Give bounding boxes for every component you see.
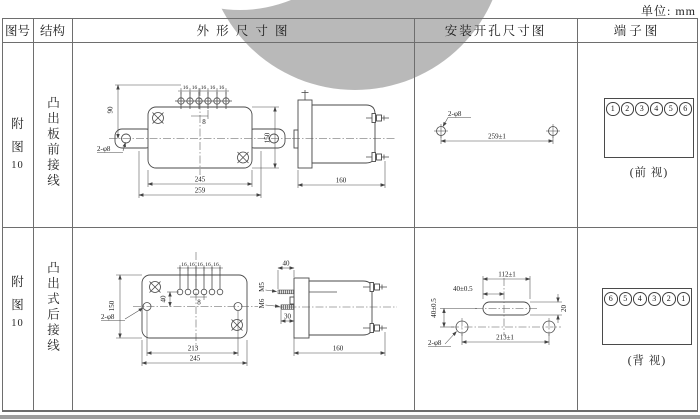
dim-label: 150 <box>108 300 116 312</box>
dim-label: M6 <box>258 298 266 309</box>
dim-label: 2-φ8 <box>428 339 442 347</box>
terminal-number: 6 <box>604 292 618 306</box>
figure-number-row2 <box>2 250 33 350</box>
outline-drawing-rear-wiring <box>95 240 425 375</box>
dim-label: 40±0.5 <box>430 298 438 318</box>
scan-watermark-circle <box>205 0 505 90</box>
terminal-numbers <box>605 99 693 116</box>
terminal-number: 1 <box>677 292 691 306</box>
figure-char: 附 <box>11 117 24 131</box>
dim-label: 2-φ8 <box>97 145 111 153</box>
grid-line-bottom <box>2 410 697 412</box>
terminal-caption-rear: (背 视) <box>627 355 667 367</box>
dim-label: M5 <box>258 282 266 292</box>
dim-label: 40 <box>282 259 290 268</box>
header-cell-mounting: 安装开孔尺寸图 <box>444 24 547 38</box>
terminal-caption-front: (前 视) <box>629 167 669 179</box>
dim-label: 259 <box>194 186 206 195</box>
dim-label: 40±0.5 <box>453 285 473 293</box>
terminal-number: 5 <box>619 292 633 306</box>
dim-label: 20 <box>560 305 568 312</box>
relay-side-view <box>275 278 397 338</box>
dim-label: 160 <box>335 176 347 185</box>
header-cell-terminal: 端子图 <box>613 24 661 38</box>
grid-line-row-divider <box>2 227 697 228</box>
dim-label: 150 <box>263 132 272 144</box>
terminal-box-rear <box>602 288 692 345</box>
dim-label: 245 <box>194 175 206 184</box>
dim-label: 16 <box>205 262 211 268</box>
dim-label: 30 <box>284 312 291 321</box>
figure-char: 附 <box>11 274 24 289</box>
structure-label-row2: 凸出式后接线 <box>45 260 60 354</box>
dim-label: 40 <box>159 295 168 303</box>
figure-char: 图 <box>11 297 24 312</box>
grid-line-col2 <box>72 18 73 412</box>
figure-number-row1 <box>2 95 33 190</box>
terminal-number: 6 <box>679 102 693 116</box>
header-cell-structure: 结构 <box>39 24 65 38</box>
structure-label-row1: 凸出板前接线 <box>45 95 60 189</box>
terminal-box-front <box>604 98 694 158</box>
dim-label: 16 <box>182 85 189 91</box>
scan-bottom-edge <box>0 415 700 419</box>
dim-label: 16 <box>181 262 187 268</box>
figure-char: 图 <box>11 140 24 154</box>
dim-label: 2-φ8 <box>101 313 115 321</box>
terminal-numbers <box>603 289 691 306</box>
terminal-number: 3 <box>635 102 649 116</box>
dim-label: 90 <box>106 106 115 114</box>
terminal-number: 2 <box>662 292 676 306</box>
dim-label: 16 <box>191 85 198 91</box>
figure-number: 10 <box>11 160 24 171</box>
outline-drawing-front-wiring <box>95 78 415 203</box>
unit-label: 单位: mm <box>640 4 696 18</box>
header-cell-outline: 外 形 尺 寸 图 <box>196 24 290 38</box>
dim-label: 16 <box>218 85 225 91</box>
dim-label: 16 <box>209 85 216 91</box>
terminal-number: 5 <box>664 102 678 116</box>
dim-label: 8 <box>202 118 206 126</box>
terminal-number: 3 <box>648 292 662 306</box>
dim-label: 213 <box>187 344 199 353</box>
figure-number: 10 <box>11 317 24 329</box>
dim-label: 2-φ8 <box>448 110 462 118</box>
dim-label: 213±1 <box>496 333 514 342</box>
header-cell-figure: 图号 <box>4 24 30 38</box>
dim-label: 16 <box>200 85 207 91</box>
terminal-number: 4 <box>633 292 647 306</box>
relay-front-view <box>106 88 291 175</box>
dim-label: 112±1 <box>498 270 516 279</box>
dim-label: 16 <box>213 262 219 268</box>
mounting-holes-drawing-row1 <box>425 105 575 150</box>
dim-label: 16 <box>189 262 195 268</box>
grid-line-left <box>2 18 3 412</box>
relay-front-view <box>133 252 258 348</box>
dim-label: 16 <box>197 262 203 268</box>
dim-label: 160 <box>332 344 344 353</box>
terminal-number: 2 <box>621 102 635 116</box>
dim-label: 245 <box>189 354 201 363</box>
terminal-number: 4 <box>650 102 664 116</box>
grid-line-header-bottom <box>2 42 697 43</box>
dim-label: 259±1 <box>488 132 506 141</box>
relay-side-view <box>292 90 395 168</box>
terminal-number: 1 <box>606 102 620 116</box>
mounting-holes <box>434 110 560 144</box>
dim-label: 8 <box>197 298 201 307</box>
mounting-holes-drawing-row2 <box>425 258 580 358</box>
